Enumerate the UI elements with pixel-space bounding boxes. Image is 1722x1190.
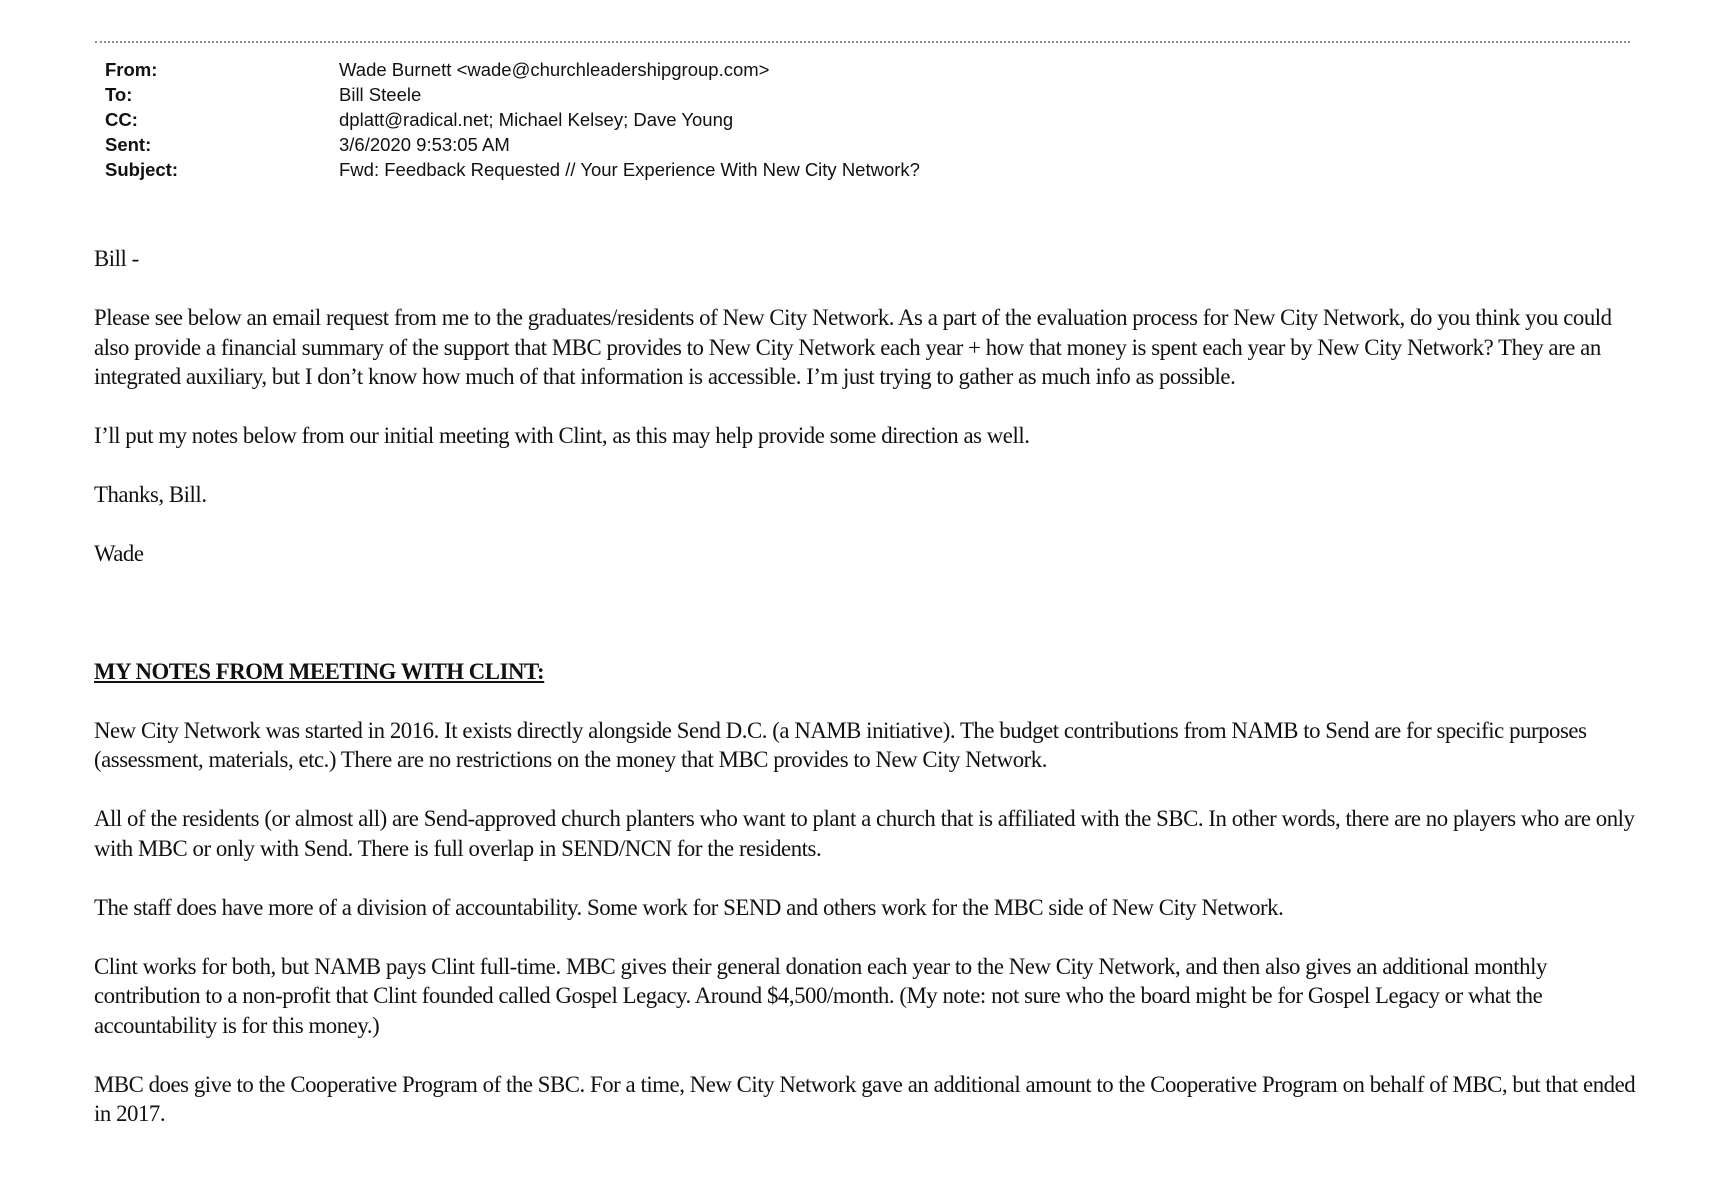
notes-paragraph-residents: All of the residents (or almost all) are Send-approved church planters who want to plant a church that is affiliated with the SBC. In other words, there are no players who are only with MBC or only with Send. There is full overlap in SEND/NCN for the residents. [94,806,1635,861]
to-row [105,82,920,107]
to-value: Bill Steele [339,84,422,105]
cc-label: CC: [105,109,138,130]
thanks-line: Thanks, Bill. [94,482,207,507]
from-value: Wade Burnett <wade@churchleadershipgroup.com> [339,59,770,80]
notes-paragraph-cooperative: MBC does give to the Cooperative Program of the SBC. For a time, New City Network gave an additional amount to the Cooperative Program on behalf of MBC, but that ended in 2017. [94,1071,1636,1126]
sent-row [105,132,920,157]
from-row [105,57,920,82]
email-header [105,57,920,182]
cc-value: dplatt@radical.net; Michael Kelsey; Dave Young [339,109,734,130]
notes-heading: MY NOTES FROM MEETING WITH CLINT: [94,658,545,684]
request-paragraph: Please see below an email request from me to the graduates/residents of New City Network. As a part of the evaluation process for New City Network, do you think you could also provide a financial summary of the support that MBC provides to New City Network each year + how that money is spent each year by New City Network? They are an integrated auxiliary, but I don’t know how much of that information is accessible. I’m just trying to gather as much info as possible. [94,305,1612,389]
notes-paragraph-history: New City Network was started in 2016. It exists directly alongside Send D.C. (a NAMB initiative). The budget contributions from NAMB to Send are for specific purposes (assessment, materials, etc.) There are no restrictions on the money that MBC provides to New City Network. [94,717,1587,772]
subject-row [105,157,920,182]
email-body [94,244,1644,1158]
subject-value: Fwd: Feedback Requested // Your Experience With New City Network? [339,159,920,180]
subject-label: Subject: [105,159,178,180]
header-divider [95,41,1630,43]
cc-row [105,107,920,132]
signature: Wade [94,541,144,566]
to-label: To: [105,84,133,105]
notes-intro-paragraph: I’ll put my notes below from our initial meeting with Clint, as this may help provide some direction as well. [94,423,1030,448]
greeting: Bill - [94,246,139,271]
notes-paragraph-funding: Clint works for both, but NAMB pays Clint full-time. MBC gives their general donation each year to the New City Network, and then also gives an additional monthly contribution to a non-profit that Clint founded called Gospel Legacy. Around $4,500/month. (My note: not sure who the board might be for Gospel Legacy or what the accountability is for this money.) [94,953,1547,1038]
notes-paragraph-staff: The staff does have more of a division of accountability. Some work for SEND and others work for the MBC side of New City Network. [94,894,1284,920]
sent-value: 3/6/2020 9:53:05 AM [339,134,510,155]
from-label: From: [105,59,158,80]
sent-label: Sent: [105,134,152,155]
